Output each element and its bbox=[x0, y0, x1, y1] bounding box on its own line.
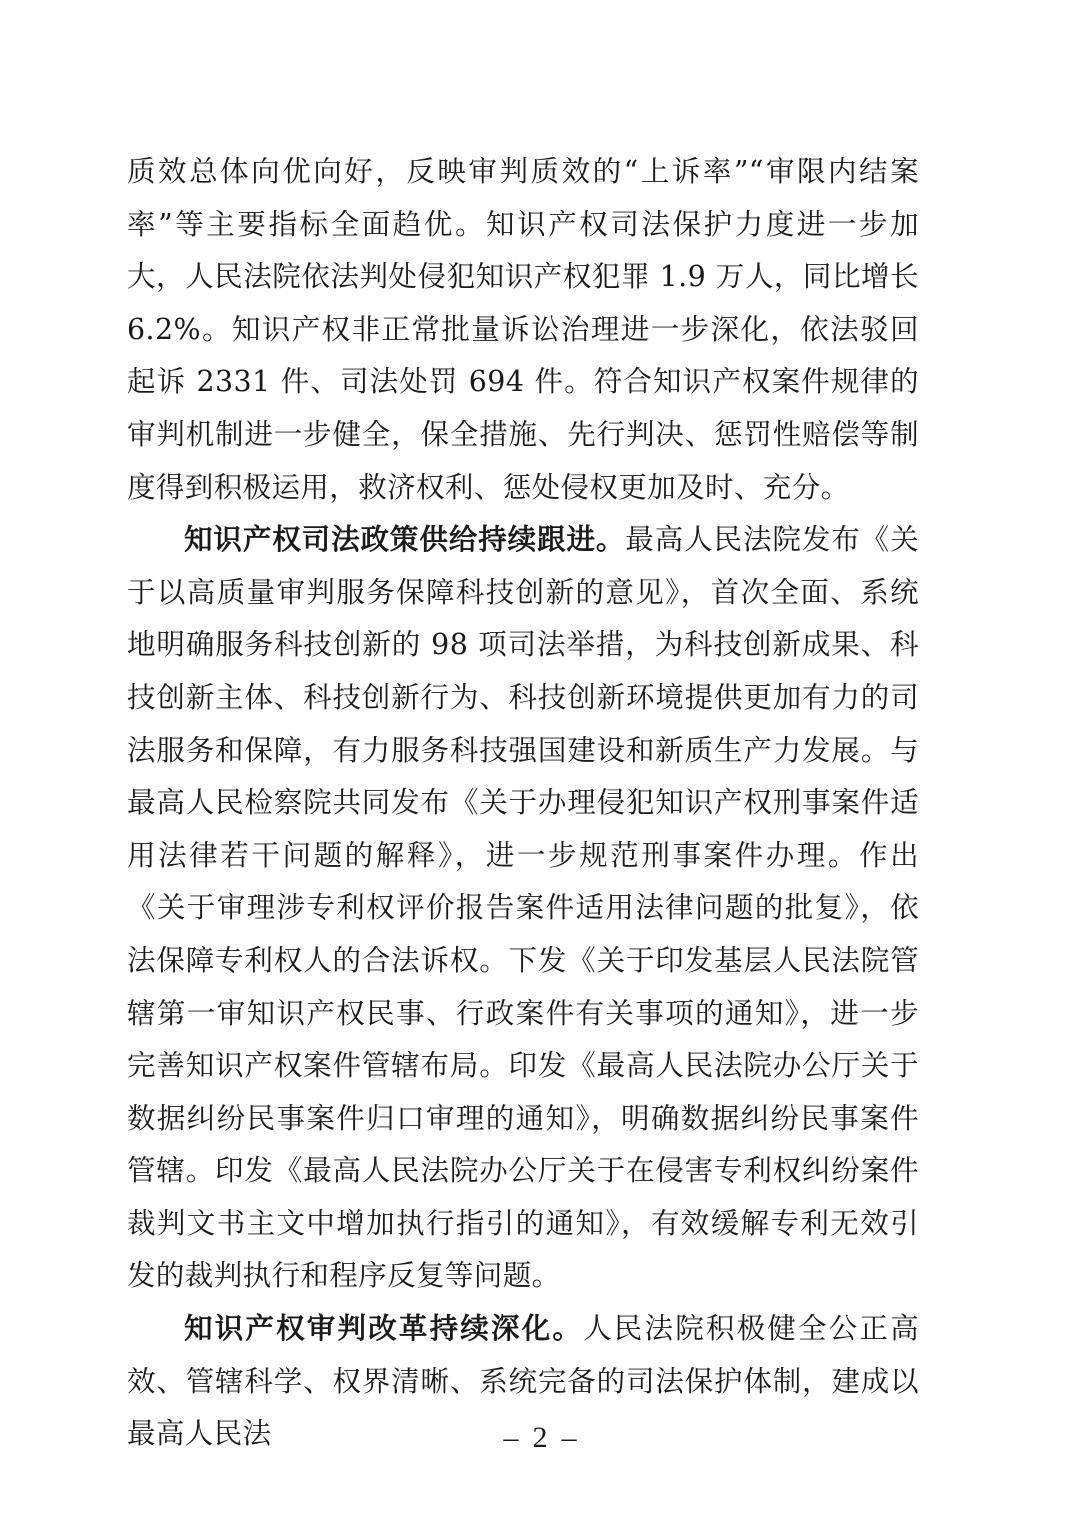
paragraph-text: 最高人民法院发布《关于以高质量审判服务保障科技创新的意见》，首次全面、系统地明确服务科技创新的 98 项司法举措，为科技创新成果、科技创新主体、科技创新行为、科技创新环境提供更加有力的司法服务和保障，有力服务科技强国建设和新质生产力发展。与最高人民检察院共同发布《关于办理侵犯知识产权刑事案件适用法律若干问题的解释》，进一步规范刑事案件办理。作出《关于审理涉专利权评价报告案件适用法律问题的批复》，依法保障专利权人的合法诉权。下发《关于印发基层人民法院管辖第一审知识产权民事、行政案件有关事项的通知》，进一步完善知识产权案件管辖布局。印发《最高人民法院办公厅关于数据纠纷民事案件归口审理的通知》，明确数据纠纷民事案件管辖。印发《最高人民法院办公厅关于在侵害专利权纠纷案件裁判文书主文中增加执行指引的通知》，有效缓解专利无效引发的裁判执行和程序反复等问题。 bbox=[127, 523, 919, 1293]
paragraph-lead-heading: 知识产权审判改革持续深化。 bbox=[184, 1312, 584, 1346]
paragraph-judicial-policy bbox=[127, 514, 919, 1303]
page-footer bbox=[0, 1418, 1080, 1458]
paragraph-continuation bbox=[127, 146, 919, 514]
page-number: 2 bbox=[532, 1421, 548, 1454]
paragraph-text: 人民法院积极健全公正高效、管辖科学、权界清晰、系统完备的司法保护体制，建成以最高人民法 bbox=[127, 1312, 920, 1451]
paragraph-text: 质效总体向优向好，反映审判质效的“上诉率”“审限内结案率”等主要指标全面趋优。知识产权司法保护力度进一步加大，人民法院依法判处侵犯知识产权犯罪 1.9 万人，同比增长 6.2%。知识产权非正常批量诉讼治理进一步深化，依法驳回起诉 2331 件、司法处罚 694 件。符合知识产权案件规律的审判机制进一步健全，保全措施、先行判决、惩罚性赔偿等制度得到积极运用，救济权利、惩处侵权更加及时、充分。 bbox=[127, 155, 919, 504]
page-dash-left: – bbox=[503, 1421, 519, 1454]
document-body bbox=[127, 146, 919, 1461]
page-dash-right: – bbox=[561, 1421, 577, 1454]
paragraph-lead-heading: 知识产权司法政策供给持续跟进。 bbox=[184, 523, 626, 557]
